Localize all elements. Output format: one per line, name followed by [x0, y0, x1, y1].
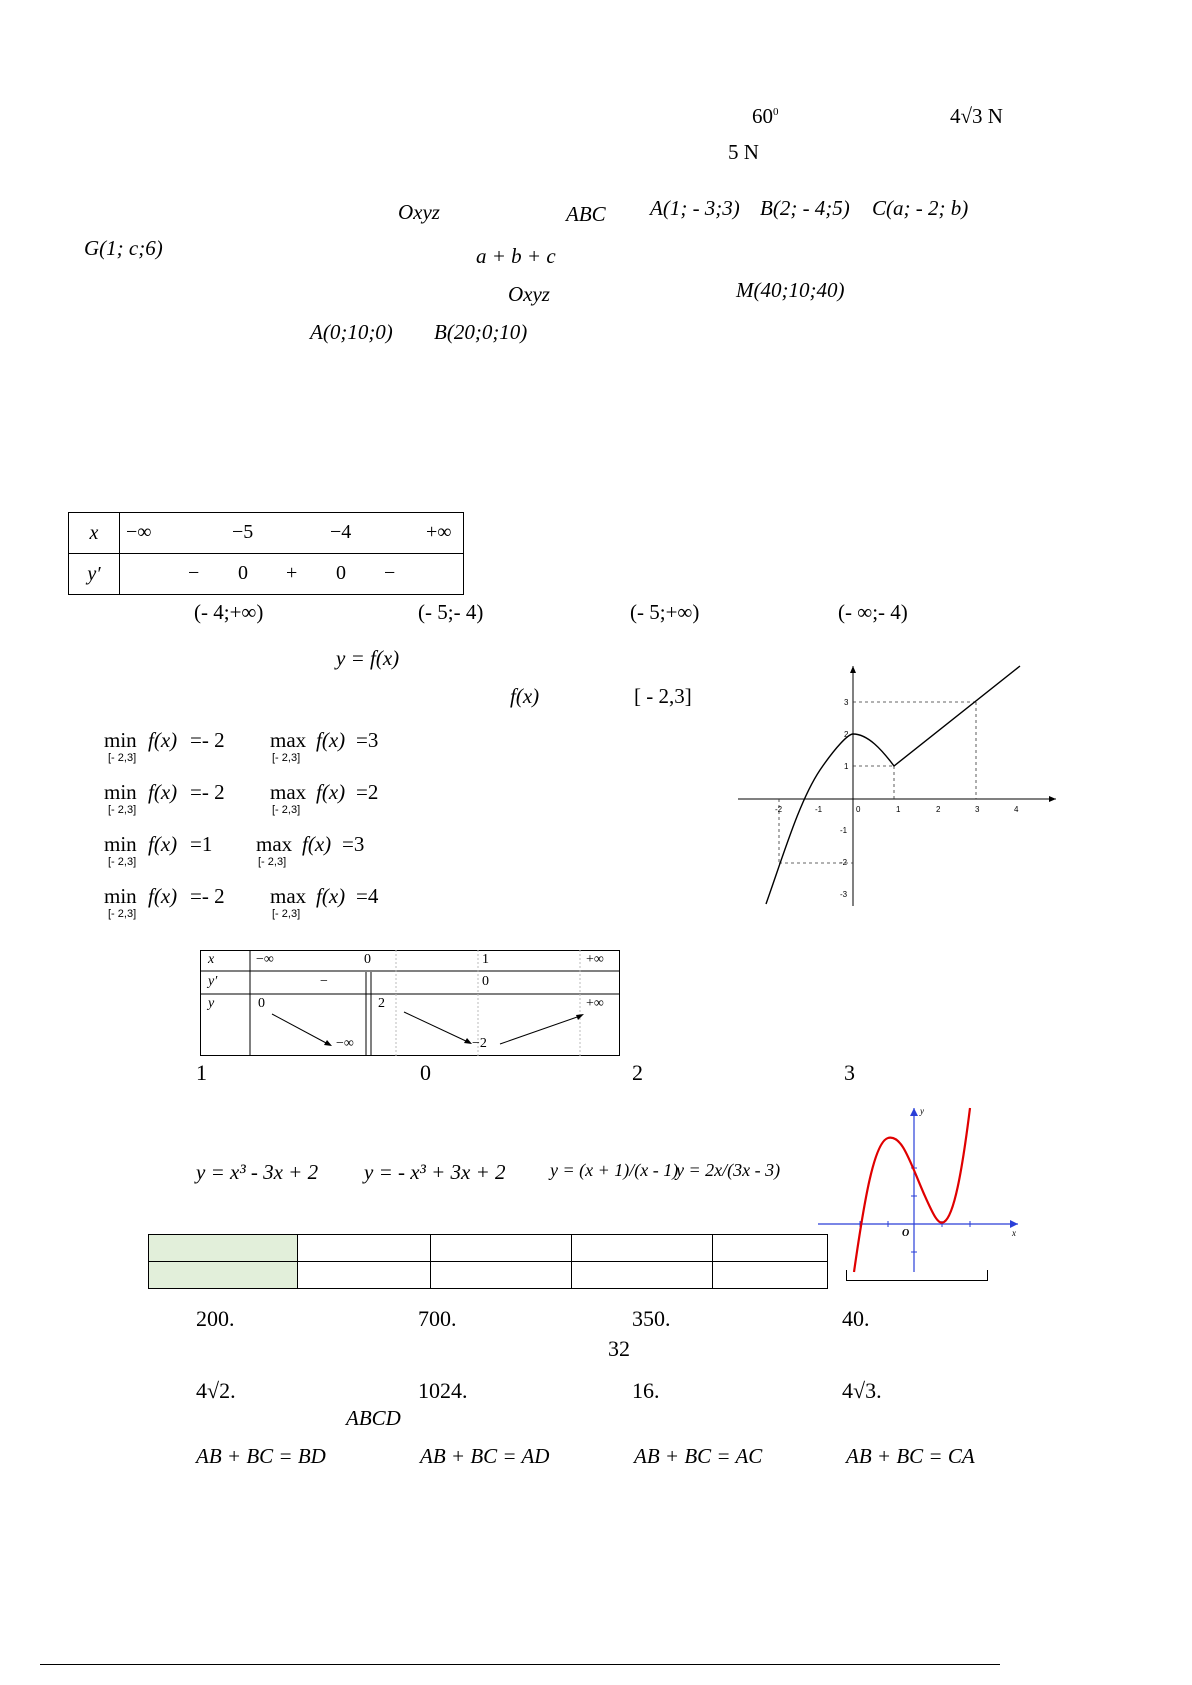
- x-tick: 3: [975, 805, 980, 814]
- table-extension: [846, 1270, 988, 1281]
- max-value: =3: [342, 832, 365, 856]
- angle-60: $60^0$: [752, 104, 779, 128]
- graph-piecewise: [730, 660, 1060, 910]
- max-value: =4: [356, 884, 379, 908]
- y-label: y: [920, 1106, 924, 1116]
- q10-option-d[interactable]: AB + BC = CA: [846, 1444, 975, 1468]
- point-c: C(a; - 2; b): [872, 196, 969, 220]
- min-sub: [- 2,3]: [108, 752, 137, 764]
- q6-option-b[interactable]: 0: [420, 1060, 431, 1085]
- table-cell: [572, 1262, 713, 1289]
- table-cell: [149, 1235, 298, 1262]
- x-neg-inf: −∞: [126, 521, 152, 543]
- table-row: [149, 1235, 828, 1262]
- table-cell: [572, 1235, 713, 1262]
- min-label: min: [104, 832, 137, 856]
- y-tick: -2: [840, 858, 848, 867]
- table-cell: [431, 1262, 572, 1289]
- min-sub: [- 2,3]: [108, 908, 137, 920]
- x-pos-inf: +∞: [426, 521, 452, 543]
- f-label: f(x): [148, 832, 178, 856]
- max-sub: [- 2,3]: [272, 908, 301, 920]
- y-tick: -3: [840, 890, 848, 899]
- point-m: M(40;10;40): [736, 278, 845, 302]
- q9-option-c[interactable]: 16.: [632, 1378, 660, 1403]
- q10-option-b[interactable]: AB + BC = AD: [420, 1444, 550, 1468]
- force-5: 5 N: [728, 140, 759, 164]
- q8-option-d[interactable]: 40.: [842, 1306, 870, 1331]
- table-cell: [713, 1262, 828, 1289]
- max-label: max: [270, 780, 307, 804]
- min-label: min: [104, 780, 137, 804]
- row-yprime-values: [120, 554, 464, 595]
- func-fx: f(x): [510, 684, 540, 708]
- x-tick: 2: [936, 805, 941, 814]
- y-tick: -1: [840, 826, 848, 835]
- graph-cubic: [812, 1102, 1022, 1277]
- max-value: =3: [356, 728, 379, 752]
- point-g: G(1; c;6): [84, 236, 163, 260]
- x-tick: 0: [856, 805, 861, 814]
- y-pos-inf: +∞: [586, 996, 604, 1011]
- f-label: f(x): [148, 780, 178, 804]
- value-32: 32: [608, 1336, 630, 1361]
- table-cell: [431, 1235, 572, 1262]
- q8-option-a[interactable]: 200.: [196, 1306, 235, 1331]
- f-label: f(x): [316, 884, 346, 908]
- x-neg5: −5: [232, 521, 254, 543]
- footer-rule: [40, 1664, 1000, 1665]
- q9-option-b[interactable]: 1024.: [418, 1378, 468, 1403]
- max-label: max: [270, 884, 307, 908]
- table-cell: [149, 1262, 298, 1289]
- x-neg4: −4: [330, 521, 352, 543]
- y-neg2: −2: [472, 1036, 487, 1051]
- q10-option-c[interactable]: AB + BC = AC: [634, 1444, 763, 1468]
- variation-table-2: [200, 950, 620, 1056]
- x-neg-inf: −∞: [256, 952, 274, 967]
- q7-option-b[interactable]: y = - x³ + 3x + 2: [364, 1160, 506, 1184]
- f-label: f(x): [316, 780, 346, 804]
- f-label: f(x): [302, 832, 332, 856]
- point-a: A(1; - 3;3): [650, 196, 740, 220]
- y-tick: 2: [844, 730, 849, 739]
- yprime-sign: −: [320, 974, 328, 989]
- q9-option-a[interactable]: 4√2.: [196, 1378, 236, 1403]
- min-value: =- 2: [190, 780, 225, 804]
- header-y: y: [208, 996, 215, 1011]
- guide-lines: [779, 702, 976, 863]
- max-value: =2: [356, 780, 379, 804]
- f-label: f(x): [148, 728, 178, 752]
- min-value: =1: [190, 832, 213, 856]
- min-value: =- 2: [190, 884, 225, 908]
- header-x: x: [208, 952, 215, 967]
- zero-2: 0: [336, 562, 346, 584]
- x-label: x: [1012, 1228, 1016, 1238]
- q8-option-c[interactable]: 350.: [632, 1306, 671, 1331]
- min-value: =- 2: [190, 728, 225, 752]
- sign-2: +: [286, 562, 298, 584]
- header-x: x: [69, 513, 120, 554]
- f-label: f(x): [316, 728, 346, 752]
- header-yprime: y′: [69, 554, 120, 595]
- q4-option-a[interactable]: (- 4;+∞): [194, 600, 264, 624]
- q10-option-a[interactable]: AB + BC = BD: [196, 1444, 326, 1468]
- x-tick: -1: [815, 805, 823, 814]
- figure-abcd: ABCD: [346, 1406, 401, 1430]
- min-sub: [- 2,3]: [108, 856, 137, 868]
- q6-option-c[interactable]: 2: [632, 1060, 643, 1085]
- q7-option-a[interactable]: y = x³ - 3x + 2: [196, 1160, 319, 1184]
- y-axis-arrow: [910, 1108, 918, 1116]
- row-x-values: [120, 513, 464, 554]
- q8-option-b[interactable]: 700.: [418, 1306, 457, 1331]
- origin-label: O: [902, 1228, 910, 1239]
- max-sub: [- 2,3]: [272, 804, 301, 816]
- x-one: 1: [482, 952, 489, 967]
- q7-option-c[interactable]: y = (x + 1)/(x - 1): [550, 1160, 679, 1180]
- f-label: f(x): [148, 884, 178, 908]
- force-4sqrt3: 4√3 N: [950, 104, 1003, 128]
- x-axis-arrow: [1049, 796, 1056, 802]
- point-b: B(2; - 4;5): [760, 196, 850, 220]
- point-a-q3: A(0;10;0): [310, 320, 393, 344]
- y-two: 2: [378, 996, 385, 1011]
- max-sub: [- 2,3]: [272, 752, 301, 764]
- y-neg-inf: −∞: [336, 1036, 354, 1051]
- function-curve: [766, 666, 1020, 904]
- q6-option-d[interactable]: 3: [844, 1060, 855, 1085]
- func-yfx: y = f(x): [336, 646, 400, 670]
- q4-option-d[interactable]: (- ∞;- 4): [838, 600, 908, 624]
- max-label: max: [270, 728, 307, 752]
- sign-3: −: [384, 562, 396, 584]
- max-label: max: [256, 832, 293, 856]
- table-cell: [298, 1262, 431, 1289]
- y-start: 0: [258, 996, 265, 1011]
- table-cell: [298, 1235, 431, 1262]
- table-row: [149, 1262, 828, 1289]
- q4-option-b[interactable]: (- 5;- 4): [418, 600, 484, 624]
- y-axis-arrow: [850, 666, 856, 673]
- min-label: min: [104, 884, 137, 908]
- expr-abc: a + b + c: [476, 244, 556, 268]
- x-tick: -2: [775, 805, 783, 814]
- y-tick: 3: [844, 698, 849, 707]
- x-zero: 0: [364, 952, 371, 967]
- y-tick: 1: [844, 762, 849, 771]
- zero-1: 0: [238, 562, 248, 584]
- q7-option-d[interactable]: y = 2x/(3x - 3): [676, 1160, 781, 1180]
- stats-table: [148, 1234, 828, 1289]
- system-oxyz: Oxyz: [398, 200, 440, 224]
- x-pos-inf: +∞: [586, 952, 604, 967]
- header-yprime: y′: [208, 974, 218, 989]
- min-sub: [- 2,3]: [108, 804, 137, 816]
- cubic-curve: [854, 1108, 970, 1272]
- x-tick: 1: [896, 805, 901, 814]
- interval: [ - 2,3]: [634, 684, 692, 708]
- q6-option-a[interactable]: 1: [196, 1060, 207, 1085]
- q4-option-c[interactable]: (- 5;+∞): [630, 600, 700, 624]
- x-tick: 4: [1014, 805, 1019, 814]
- table-cell: [713, 1235, 828, 1262]
- min-label: min: [104, 728, 137, 752]
- x-axis-arrow: [1010, 1220, 1018, 1228]
- triangle-abc: ABC: [566, 202, 606, 226]
- sign-1: −: [188, 562, 200, 584]
- q9-option-d[interactable]: 4√3.: [842, 1378, 882, 1403]
- yprime-zero: 0: [482, 974, 489, 989]
- max-sub: [- 2,3]: [258, 856, 287, 868]
- variation-table-1: [68, 512, 464, 595]
- system-oxyz-2: Oxyz: [508, 282, 550, 306]
- point-b-q3: B(20;0;10): [434, 320, 528, 344]
